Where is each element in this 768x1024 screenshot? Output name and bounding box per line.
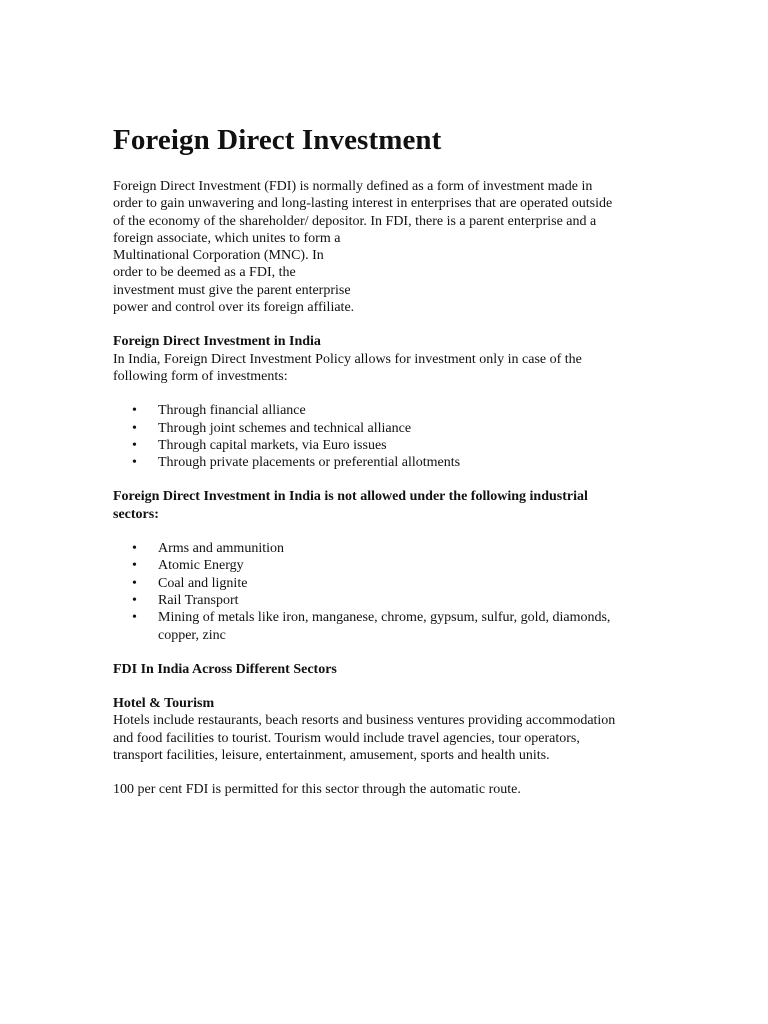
list-item: • Through capital markets, via Euro issues (158, 437, 658, 454)
list-item: • Through joint schemes and technical alliance (158, 420, 658, 437)
not-allowed-sectors-list (113, 540, 658, 644)
intro-line: of the economy of the shareholder/ depositor. In FDI, there is a parent enterprise and a (113, 213, 597, 229)
intro-line: order to be deemed as a FDI, the (113, 265, 296, 281)
list-item: • Arms and ammunition (158, 540, 658, 557)
list-item: • Coal and lignite (158, 575, 658, 592)
spacer (113, 316, 658, 333)
investment-forms-list (113, 402, 658, 471)
spacer (113, 644, 658, 661)
spacer (113, 678, 658, 695)
spacer (113, 764, 658, 781)
spacer (113, 471, 658, 488)
list-item: • Atomic Energy (158, 557, 658, 574)
intro-line: Foreign Direct Investment (FDI) is normally defined as a form of investment made in (113, 179, 593, 194)
not-allowed-heading (113, 488, 658, 523)
hotel-fdi-note: 100 per cent FDI is permitted for this sector through the automatic route. (113, 782, 521, 798)
hotel-line: and food facilities to tourist. Tourism would include travel agencies, tour operators, (113, 730, 580, 746)
intro-line: power and control over its foreign affiliate. (113, 300, 355, 316)
hotel-tourism-heading: Hotel & Tourism (113, 696, 215, 712)
list-item-line: • Mining of metals like iron, manganese, chrome, gypsum, sulfur, gold, diamonds, (158, 610, 611, 626)
intro-line: order to gain unwavering and long-lasting interest in enterprises that are operated outside (113, 196, 613, 212)
spacer (113, 523, 658, 540)
list-item (158, 609, 658, 644)
intro-line: investment must give the parent enterprise (113, 282, 351, 298)
not-allowed-heading-line: Foreign Direct Investment in India is not allowed under the following industrial (113, 489, 588, 505)
list-item: • Rail Transport (158, 592, 658, 609)
sectors-heading: FDI In India Across Different Sectors (113, 661, 337, 677)
document-page (113, 122, 658, 799)
page-title: Foreign Direct Investment (113, 124, 442, 156)
hotel-tourism-paragraph (113, 712, 658, 764)
fdi-india-line: In India, Foreign Direct Investment Policy allows for investment only in case of the (113, 351, 582, 367)
list-item-line: copper, zinc (158, 627, 226, 643)
list-item: • Through private placements or preferential allotments (158, 454, 658, 471)
fdi-india-line: following form of investments: (113, 368, 288, 384)
intro-paragraph (113, 178, 658, 316)
list-item: • Through financial alliance (158, 402, 658, 419)
fdi-india-heading: Foreign Direct Investment in India (113, 334, 321, 350)
hotel-line: Hotels include restaurants, beach resorts and business ventures providing accommodation (113, 713, 616, 729)
intro-line: foreign associate, which unites to form a (113, 230, 341, 246)
hotel-line: transport facilities, leisure, entertainment, amusement, sports and health units. (113, 748, 550, 764)
intro-line: Multinational Corporation (MNC). In (113, 248, 324, 264)
fdi-india-paragraph (113, 351, 658, 386)
spacer (113, 385, 658, 402)
not-allowed-heading-line: sectors: (113, 506, 159, 522)
